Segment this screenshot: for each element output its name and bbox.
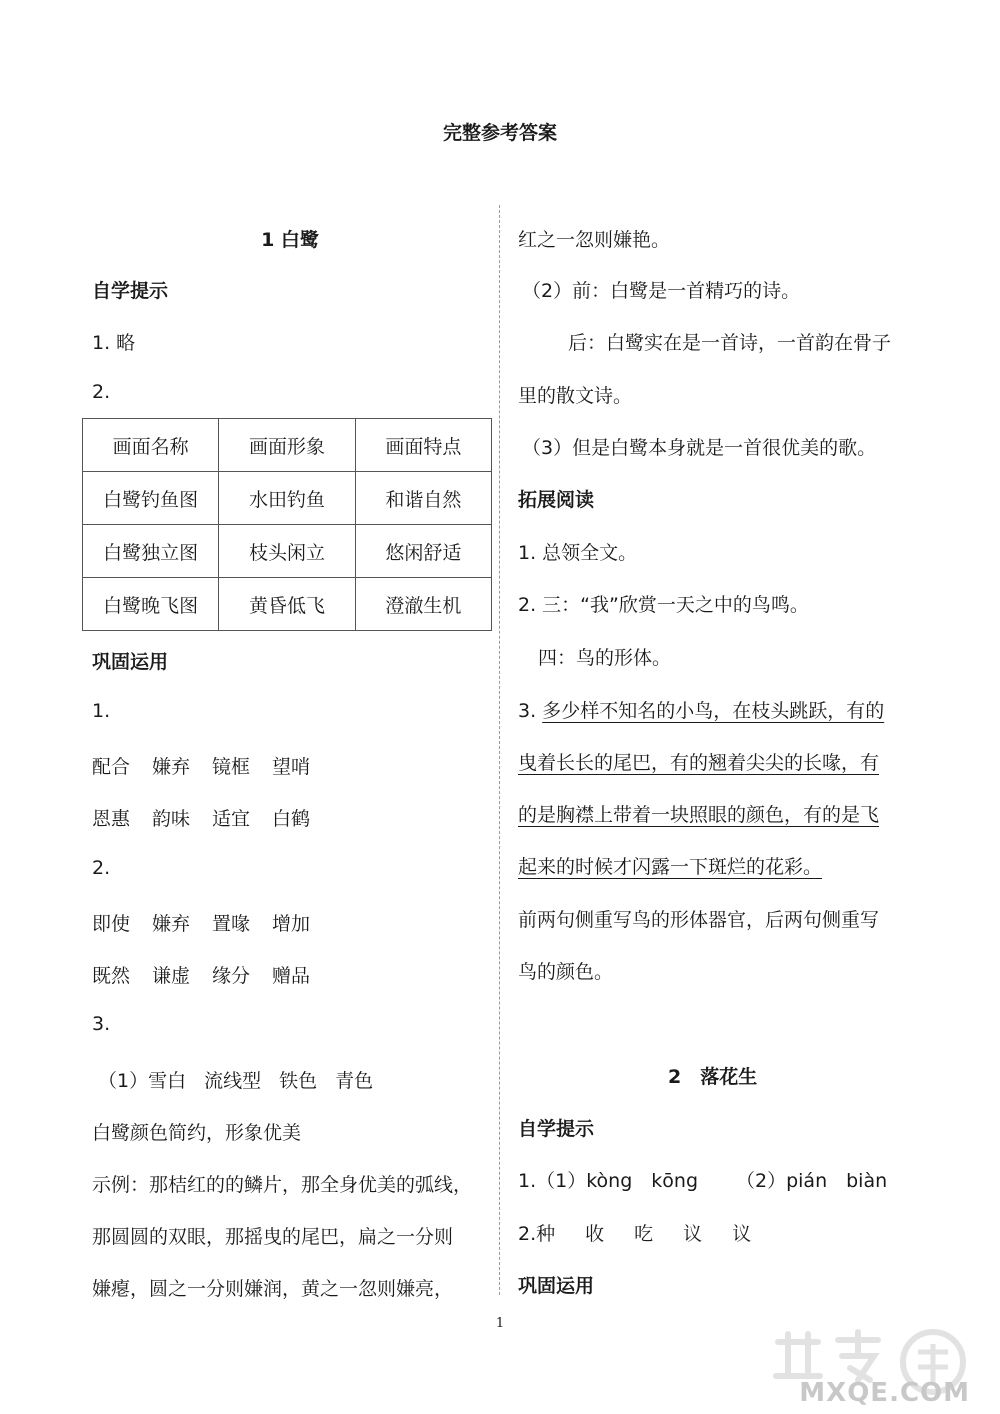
word-row	[92, 752, 310, 779]
section-tuozhan-heading: 拓展阅读	[518, 489, 595, 511]
table-header-cell: 画面形象	[219, 419, 355, 472]
page-title: 完整参考答案	[442, 122, 557, 144]
lesson-2-title: 2 落花生	[668, 1066, 758, 1088]
word: 流线型	[204, 1070, 262, 1092]
answer-text-line: 白鹭颜色简约，形象优美	[92, 1122, 302, 1144]
answer-text-line: 四：鸟的形体。	[538, 647, 672, 669]
underlined-quote-line: 曳着长长的尾巴，有的翘着尖尖的长喙，有	[518, 752, 880, 774]
word: 增加	[272, 913, 311, 935]
page-number: 1	[495, 1316, 505, 1331]
exercise-2-label: 2.	[92, 857, 111, 879]
exercise-1-label: 1.	[92, 700, 111, 722]
word: 适宜	[212, 808, 251, 830]
pinyin-answer-row	[518, 1166, 887, 1193]
answer-3-row	[518, 696, 884, 723]
table-cell: 白鹭晚飞图	[83, 578, 219, 631]
word: 嫌弃	[152, 913, 191, 935]
underlined-quote-line: 的是胸襟上带着一块照眼的颜色，有的是飞	[518, 804, 880, 826]
word: 议	[732, 1223, 752, 1245]
word: 谦虚	[152, 965, 191, 987]
answer-text-line: （3）但是白鹭本身就是一首很优美的歌。	[522, 437, 877, 459]
word: 嫌弃	[152, 756, 191, 778]
section-zixue-heading: 自学提示	[92, 280, 169, 302]
table-row	[83, 578, 492, 631]
underlined-quote-line: 多少样不知名的小鸟，在枝头跳跃，有的	[542, 700, 885, 722]
answer-text-line: 嫌瘪，圆之一分则嫌润，黄之一忽则嫌亮，	[92, 1278, 454, 1300]
answer-1: 1. 略	[92, 332, 136, 354]
table-cell: 澄澈生机	[355, 578, 491, 631]
answer-text-line: （2）前：白鹭是一首精巧的诗。	[522, 280, 801, 302]
word: 既然	[92, 965, 131, 987]
word: 2.种	[518, 1223, 556, 1245]
word-row	[98, 1066, 373, 1093]
table-cell: 水田钓鱼	[219, 472, 355, 525]
column-divider	[499, 205, 500, 1295]
answer-text-line: 前两句侧重写鸟的形体器官，后两句侧重写	[518, 909, 880, 931]
word: 青色	[335, 1070, 374, 1092]
word-row	[92, 909, 310, 936]
table-cell: 和谐自然	[355, 472, 491, 525]
table-cell: 黄昏低飞	[219, 578, 355, 631]
table-cell: 白鹭独立图	[83, 525, 219, 578]
table-header-cell: 画面特点	[355, 419, 491, 472]
table-row	[83, 472, 492, 525]
table-cell: 枝头闲立	[219, 525, 355, 578]
answer-3-label: 3.	[518, 700, 537, 722]
word: 白鹤	[272, 808, 311, 830]
table-cell: 白鹭钓鱼图	[83, 472, 219, 525]
answer-text-line: 后：白鹭实在是一首诗，一首韵在骨子	[568, 332, 892, 354]
word: 缘分	[212, 965, 251, 987]
section-gonggu-heading-2: 巩固运用	[518, 1275, 595, 1297]
word: 镜框	[212, 756, 251, 778]
answer-text-line: 那圆圆的双眼，那摇曳的尾巴，扁之一分则	[92, 1226, 454, 1248]
word: 赠品	[272, 965, 311, 987]
pinyin-answer: 1.（1）kòng kōng	[518, 1170, 698, 1192]
section-zixue-heading-2: 自学提示	[518, 1118, 595, 1140]
word: 即使	[92, 913, 131, 935]
word: 置喙	[212, 913, 251, 935]
word: 收	[585, 1223, 605, 1245]
answer-text-line: 1. 总领全文。	[518, 542, 638, 564]
table-header-cell: 画面名称	[83, 419, 219, 472]
watermark-site-text: MXQE.COM	[799, 1378, 970, 1408]
word: 望哨	[272, 756, 311, 778]
word: 配合	[92, 756, 131, 778]
word-row	[518, 1219, 751, 1246]
underlined-quote-line: 起来的时候才闪露一下斑烂的花彩。	[518, 856, 823, 878]
word: 议	[683, 1223, 703, 1245]
pinyin-answer: （2）pián biàn	[736, 1170, 888, 1192]
word: 恩惠	[92, 808, 131, 830]
answer-text-line: 里的散文诗。	[518, 385, 633, 407]
word: （1）雪白	[98, 1070, 187, 1092]
lesson-1-title: 1 白鹭	[261, 229, 319, 251]
table-header-row	[83, 419, 492, 472]
table-row	[83, 525, 492, 578]
exercise-3-label: 3.	[92, 1013, 111, 1035]
answer-text-line: 2. 三：“我”欣赏一天之中的鸟鸣。	[518, 594, 809, 616]
scene-table	[82, 418, 492, 631]
word: 韵味	[152, 808, 191, 830]
word-row	[92, 804, 310, 831]
answer-text-line: 红之一忽则嫌艳。	[518, 229, 671, 251]
answer-2-label: 2.	[92, 381, 111, 403]
answer-text-line: 鸟的颜色。	[518, 961, 614, 983]
word-row	[92, 961, 310, 988]
word: 吃	[634, 1223, 654, 1245]
table-cell: 悠闲舒适	[355, 525, 491, 578]
answer-text-line: 示例：那桔红的的鳞片，那全身优美的弧线，	[92, 1174, 473, 1196]
section-gonggu-heading: 巩固运用	[92, 651, 169, 673]
word: 铁色	[279, 1070, 318, 1092]
